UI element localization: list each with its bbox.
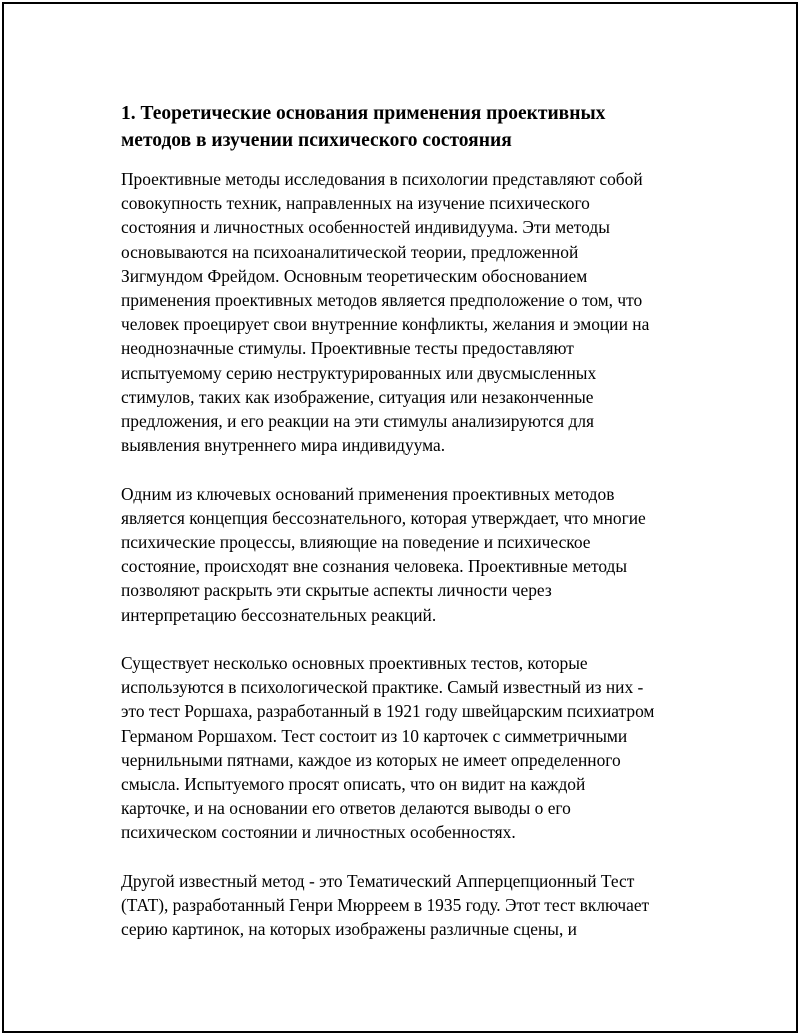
text-line: Проективные методы исследования в психологии представляют собой	[121, 169, 643, 189]
text-line: состояние, происходят вне сознания человека. Проективные методы	[121, 556, 628, 577]
text-line: Германом Роршахом. Тест состоит из 10 карточек с симметричными	[121, 725, 628, 746]
text-line: предложения, и его реакции на эти стимулы анализируются для	[121, 411, 595, 432]
text-line: позволяют раскрыть эти скрытые аспекты личности через	[121, 580, 552, 601]
text-line: карточке, и на основании его ответов делаются выводы о его	[121, 798, 571, 819]
paragraph-2	[121, 482, 696, 627]
paragraph-4	[121, 869, 696, 942]
heading-line: 1. Теоретические основания применения проективных	[121, 103, 606, 124]
text-line: (ТАТ), разработанный Генри Мюрреем в 1935 году. Этот тест включает	[121, 895, 650, 916]
text-line: испытуемому серию неструктурированных или двусмысленных	[121, 362, 597, 383]
text-line: выявления внутреннего мира индивидуума.	[121, 435, 446, 456]
text-line: интерпретацию бессознательных реакций.	[121, 604, 437, 625]
text-line: Другой известный метод - это Тематический Апперцепционный Тест	[121, 870, 635, 891]
heading-line: методов в изучении психического состояния	[121, 130, 512, 151]
page-frame	[2, 2, 798, 1033]
text-line: стимулов, таких как изображение, ситуация или незаконченные	[121, 386, 594, 407]
text-line: является концепция бессознательного, которая утверждает, что многие	[121, 507, 646, 528]
text-line: это тест Роршаха, разработанный в 1921 году швейцарским психиатром	[121, 701, 655, 722]
text-line: смысла. Испытуемого просят описать, что он видит на каждой	[121, 774, 586, 795]
text-line: состояния и личностных особенностей индивидуума. Эти методы	[121, 217, 610, 238]
paragraph-3	[121, 651, 696, 845]
text-line: используются в психологической практике. Самый известный из них -	[121, 677, 644, 698]
section-heading	[121, 100, 696, 154]
text-line: человек проецирует свои внутренние конфликты, желания и эмоции на	[121, 314, 650, 335]
paragraph-1	[121, 167, 696, 457]
text-line: Одним из ключевых оснований применения проективных методов	[121, 483, 615, 504]
text-line: чернильными пятнами, каждое из которых не имеет определенного	[121, 749, 621, 770]
text-line: совокупность техник, направленных на изучение психического	[121, 193, 590, 214]
text-line: психические процессы, влияющие на поведение и психическое	[121, 532, 591, 553]
text-line: основываются на психоаналитической теории, предложенной	[121, 241, 579, 262]
text-line: неоднозначные стимулы. Проективные тесты предоставляют	[121, 338, 574, 359]
text-line: Существует несколько основных проективных тестов, которые	[121, 653, 588, 674]
text-line: психическом состоянии и личностных особенностях.	[121, 822, 516, 843]
text-line: применения проективных методов является предположение о том, что	[121, 290, 643, 311]
text-line: серию картинок, на которых изображены различные сцены, и	[121, 919, 577, 940]
document-body	[121, 100, 696, 966]
text-line: Зигмундом Фрейдом. Основным теоретическим обоснованием	[121, 265, 588, 286]
